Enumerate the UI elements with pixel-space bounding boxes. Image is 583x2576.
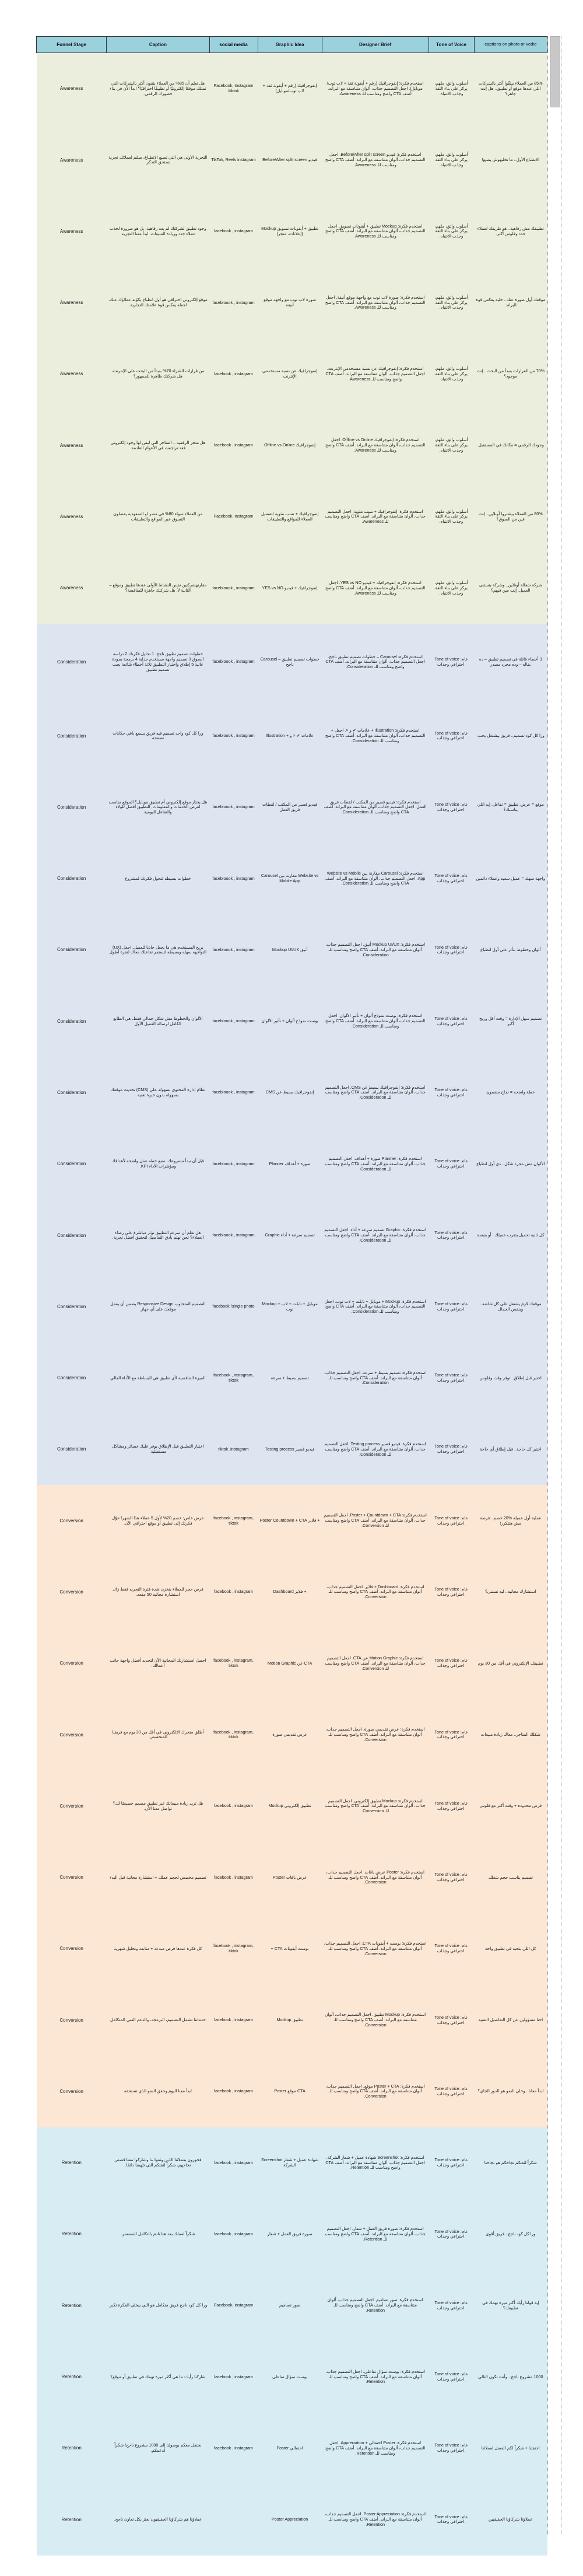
table-row[interactable] <box>37 338 547 410</box>
cell-onmedia[interactable]: تطبيقك الإلكتروني في أقل من 30 يوم <box>474 1628 547 1699</box>
cell-brief[interactable]: استخدم فكرة: إنفوجرافيك + فيديو YES vs NO. اجعل التصميم جذاب، ألوان متناسقة مع البراند. أضف CTA واضح ومناسب للـ Awareness. <box>322 553 429 624</box>
cell-tone[interactable]: Tone of voice عام: احترافي وجذاب. <box>429 914 474 985</box>
table-row[interactable] <box>37 1628 547 1699</box>
column-header-stage[interactable]: Funnel Stage <box>37 37 107 53</box>
cell-social[interactable]: facebook , instagram <box>209 2056 258 2127</box>
cell-caption[interactable]: احصل استشارتك المجانية الآن لتحديد أفضل واجهة جانب أعمالك. <box>107 1628 209 1699</box>
cell-graphic[interactable]: Poster موقع CTA <box>258 2056 322 2127</box>
table-row[interactable] <box>37 267 547 338</box>
cell-social[interactable]: facebloook , instagram <box>209 914 258 985</box>
cell-graphic[interactable]: Carousel – خطوات تصميم تطبيق ناجح <box>258 624 322 700</box>
table-row[interactable] <box>37 2198 547 2270</box>
cell-onmedia[interactable]: كل ثانية تحميل بتقرب عميلك.. أو بتبعده <box>474 1200 547 1271</box>
cell-social[interactable] <box>209 2484 258 2555</box>
cell-stage[interactable]: Retention <box>37 2413 107 2484</box>
cell-stage[interactable]: Consideration <box>37 624 107 700</box>
cell-tone[interactable]: Tone of voice عام: احترافي وجذاب. <box>429 1057 474 1128</box>
cell-graphic[interactable]: Screenshot شهادة عميل + شعار الشركة <box>258 2127 322 2198</box>
cell-social[interactable]: facebook /single photo <box>209 1271 258 1343</box>
cell-brief[interactable]: استخدم فكرة: Motion Graphic عن CTA. اجعل التصميم جذاب، ألوان متناسقة مع البراند. أضف CTA واضح ومناسب للـ Conversion. <box>322 1628 429 1699</box>
column-header-brief[interactable]: Designer Brief <box>322 37 429 53</box>
cell-social[interactable]: Facebook, instagram <box>209 2270 258 2341</box>
cell-brief[interactable]: استخدم فكرة: Carousel – خطوات تصميم تطبيق ناجح. اجعل التصميم جذاب، ألوان متناسقة مع البراند. أضف CTA واضح ومناسب للـ Consideration. <box>322 624 429 700</box>
cell-onmedia[interactable]: احنا مسؤولين عن كل التفاصيل التقنية <box>474 1984 547 2056</box>
cell-caption[interactable]: نظام إدارة المحتوى بسهولة على (CMS) تحديث موقعك بسهولة بدون خبرة تقنية <box>107 1057 209 1128</box>
column-header-social[interactable]: social media <box>209 37 258 53</box>
cell-stage[interactable]: Awareness <box>37 267 107 338</box>
cell-onmedia[interactable]: إيه قولنا رأيك أكتر ميزة تهمك في تطبيقك؟ <box>474 2270 547 2341</box>
column-header-graphic[interactable]: Graphic Idea <box>258 37 322 53</box>
cell-graphic[interactable]: أنيق Mockup UI/UX <box>258 914 322 985</box>
cell-stage[interactable]: Conversion <box>37 1557 107 1628</box>
cell-caption[interactable]: هل تريد زيادة مبيعاتك عبر تطبيق مصمم خصيصًا لك؟ تواصل معنا الآن. <box>107 1771 209 1842</box>
cell-stage[interactable]: Awareness <box>37 553 107 624</box>
cell-onmedia[interactable]: احتفلنا + شكراً لكم الفضل لعملائنا <box>474 2413 547 2484</box>
cell-social[interactable]: facebook , instagram <box>209 1557 258 1628</box>
cell-tone[interactable]: Tone of voice عام: احترافي وجذاب. <box>429 2413 474 2484</box>
cell-brief[interactable]: استخدم فكرة: عرض تقديمي صورة. اجعل التصميم جذاب، ألوان متناسقة مع البراند. أضف CTA واضح ومناسب للـ Conversion. <box>322 1699 429 1770</box>
cell-caption[interactable]: من قرارات الشراء 70% بتبدأ من البحث على الإنترنت، هل شركتك ظاهرة للجمهور؟ <box>107 338 209 410</box>
column-header-tone[interactable]: Tone of Voice <box>429 37 474 53</box>
cell-graphic[interactable]: فيديو قصير Testing process <box>258 1414 322 1485</box>
cell-onmedia[interactable]: 1000 مشروع ناجح.. وأنت تكون التالي <box>474 2341 547 2413</box>
table-row[interactable] <box>37 1271 547 1343</box>
cell-graphic[interactable]: Mockup تطبيق <box>258 1984 322 2056</box>
cell-social[interactable]: facebloook , instagram <box>209 985 258 1057</box>
cell-brief[interactable]: استخدم فكرة: بوست سؤال تفاعلي. اجعل التصميم جذاب، ألوان متناسقة مع البراند. أضف CTA واضح ومناسب للـ Retention. <box>322 2341 429 2413</box>
cell-brief[interactable]: استخدم فكرة: بوست + أيقونات CTA. اجعل التصميم جذاب، ألوان متناسقة مع البراند. أضف CTA واضح ومناسب للـ Conversion. <box>322 1913 429 1984</box>
table-row[interactable] <box>37 53 547 125</box>
cell-caption[interactable]: فرص حجز للعملاء بنخزن شدة فترة التجربه فقط زائد استشارة مجانيه 50 مقعد. <box>107 1557 209 1628</box>
cell-tone[interactable]: أسلوب واثق، ملهم، يركز على بناء الثقة وجذب الانتباه. <box>429 196 474 267</box>
cell-brief[interactable]: استخدم فكرة: Mockup تطبيق إلكتروني. اجعل التصميم جذاب، ألوان متناسقة مع البراند. أضف CTA واضح ومناسب للـ Conversion. <box>322 1771 429 1842</box>
cell-caption[interactable]: فخورون بعملائنا الذين وثقوا بنا وشاركوا معنا قصص نجاحهم، شكراً لثقتكم التي تلهمنا دائمًا. <box>107 2127 209 2198</box>
cell-graphic[interactable]: Motion Graphic عن CTA <box>258 1628 322 1699</box>
cell-graphic[interactable]: Poster احتفالي <box>258 2413 322 2484</box>
cell-onmedia[interactable]: ابدأ معانا.. وخلي النمو هو الدور الجاي؟ <box>474 2056 547 2127</box>
cell-caption[interactable]: التصميم المتجاوب Responsive Design يضمن أن يعمل موقعك على أي جهاز. <box>107 1271 209 1343</box>
cell-brief[interactable]: استخدم فكرة: بوست نموذج ألوان + تأثير الألوان. اجعل التصميم جذاب، ألوان متناسقة مع البراند. أضف CTA واضح ومناسب للـ Consideration. <box>322 985 429 1057</box>
cell-caption[interactable]: ورا كل كود واحد تصميم فيه فريق يسمع باقي حكايات تصفحه <box>107 700 209 771</box>
cell-onmedia[interactable]: واجهة سهلة = عميل سعيد وعملاء دائمين <box>474 843 547 914</box>
cell-onmedia[interactable]: 3 أخطاء قاتلة في تصميم تطبيق – ده بقاله – وده مجرد مصدر <box>474 624 547 700</box>
cell-onmedia[interactable]: تصميم سهل الإدارة = وقت أقل وربح أكبر <box>474 985 547 1057</box>
cell-stage[interactable]: Consideration <box>37 1414 107 1485</box>
table-row[interactable] <box>37 2056 547 2127</box>
cell-social[interactable]: TikTok, Reels instagram <box>209 124 258 195</box>
cell-tone[interactable]: Tone of voice عام: احترافي وجذاب. <box>429 985 474 1057</box>
table-row[interactable] <box>37 2484 547 2555</box>
cell-caption[interactable]: عرض خاص: خصم 20% لأول 5 عملاء هذا الشهر! حوّل فكرتك إلى تطبيق أو موقع احترافي الآن. <box>107 1485 209 1556</box>
table-row[interactable] <box>37 196 547 267</box>
cell-onmedia[interactable]: تطبيقك مش رفاهية.. هو طريقك لعملاء جدد وفلوس أكتر. <box>474 196 547 267</box>
cell-graphic[interactable]: إنفوجرافيك Offline vs Online <box>258 410 322 481</box>
cell-brief[interactable]: استخدم فكرة: تصميم بسيط + سرعة. اجعل التصميم جذاب، ألوان متناسقة مع البراند. أضف CTA واضح ومناسب للـ Consideration. <box>322 1343 429 1414</box>
cell-onmedia[interactable]: 80% من العملاء بيشتروا أونلاين.. إنت فين من السوق؟ <box>474 481 547 553</box>
cell-onmedia[interactable]: ورا كل كود تصميم.. فريق بيشتغل بحب. <box>474 700 547 771</box>
cell-tone[interactable]: Tone of voice عام: احترافي وجذاب. <box>429 2270 474 2341</box>
cell-caption[interactable]: هل تعلم أن سرعة التطبيق تؤثر مباشرة على رضاء العملاء؟ نحن نهتم بأدق التفاصيل لتحقيق أفضل تجربة. <box>107 1200 209 1271</box>
cell-brief[interactable]: استخدم فكرة: إنفوجرافيك (رقم + أيقونة ثقة + لاب توب/موبايل). اجعل التصميم جذاب، ألوان متناسقة مع البراند. أضف CTA واضح ومناسب للـ Awareness. <box>322 53 429 125</box>
cell-brief[interactable]: استخدم فكرة: Mockup تطبيق. اجعل التصميم جذاب، ألوان متناسقة مع البراند. أضف CTA واضح ومناسب للـ Conversion. <box>322 1984 429 2056</box>
cell-graphic[interactable]: Planner صورة + أهداف <box>258 1128 322 1200</box>
table-row[interactable] <box>37 124 547 195</box>
cell-stage[interactable]: Consideration <box>37 772 107 843</box>
cell-brief[interactable]: استخدم فكرة: Poster + CTA موقع. اجعل التصميم جذاب، ألوان متناسقة مع البراند. أضف CTA واضح ومناسب للـ Conversion. <box>322 2056 429 2127</box>
cell-stage[interactable]: Consideration <box>37 1343 107 1414</box>
cell-stage[interactable]: Conversion <box>37 1485 107 1556</box>
cell-brief[interactable]: استخدم فكرة: فيديو قصير من المكتب / لقطات فريق العمل. اجعل التصميم جذاب، ألوان متناسقة مع البراند. أضف CTA واضح ومناسب للـ Consideration. <box>322 772 429 843</box>
cell-stage[interactable]: Conversion <box>37 2056 107 2127</box>
cell-tone[interactable]: Tone of voice عام: احترافي وجذاب. <box>429 1699 474 1770</box>
cell-brief[interactable]: استخدم فكرة: Screenshot شهادة عميل + شعار الشركة. اجعل التصميم جذاب، ألوان متناسقة مع البراند. أضف CTA واضح ومناسب للـ Retention. <box>322 2127 429 2198</box>
cell-graphic[interactable]: + فلاير Dashboard <box>258 1557 322 1628</box>
table-row[interactable] <box>37 2341 547 2413</box>
cell-onmedia[interactable]: موقعك لازم يشتغل على كل شاشة.. وبنفس الجمال <box>474 1271 547 1343</box>
cell-tone[interactable]: Tone of voice عام: احترافي وجذاب. <box>429 1557 474 1628</box>
table-row[interactable] <box>37 985 547 1057</box>
cell-stage[interactable]: Consideration <box>37 1200 107 1271</box>
table-row[interactable] <box>37 2270 547 2341</box>
cell-stage[interactable]: Awareness <box>37 196 107 267</box>
cell-social[interactable]: facebook , instagram <box>209 1842 258 1913</box>
cell-brief[interactable]: استخدم فكرة: إنفوجرافيك Offline vs Online. اجعل التصميم جذاب، ألوان متناسقة مع البراند. أضف CTA واضح ومناسب للـ Awareness. <box>322 410 429 481</box>
cell-social[interactable]: facebloook , instagram <box>209 553 258 624</box>
cell-tone[interactable]: Tone of voice عام: احترافي وجذاب. <box>429 1200 474 1271</box>
cell-tone[interactable]: Tone of voice عام: احترافي وجذاب. <box>429 843 474 914</box>
cell-caption[interactable]: قبل أن نبدأ مشروعك، نضع خطة عمل واضحة لأهدافك ومؤشرات الأداء KPI. <box>107 1128 209 1200</box>
cell-onmedia[interactable]: تصميم يناسب حجم شغلك <box>474 1842 547 1913</box>
cell-graphic[interactable]: فيديو Before/After split screen <box>258 124 322 195</box>
cell-tone[interactable]: Tone of voice عام: احترافي وجذاب. <box>429 1913 474 1984</box>
column-header-onmedia[interactable]: captions on photo or vedio <box>474 37 547 53</box>
cell-caption[interactable]: خطوات بسيطه لتحول فكرتك لمشروع <box>107 843 209 914</box>
cell-tone[interactable]: Tone of voice عام: احترافي وجذاب. <box>429 2127 474 2198</box>
cell-social[interactable]: facebook , instagram, tiktok <box>209 1628 258 1699</box>
cell-onmedia[interactable]: 85% من العملاء بيثقّوا أكتر بالشركات اللي عندها موقع أو تطبيق.. هل إنت جاهز؟ <box>474 53 547 125</box>
cell-tone[interactable]: Tone of voice عام: احترافي وجذاب. <box>429 624 474 700</box>
cell-stage[interactable]: Consideration <box>37 1128 107 1200</box>
cell-stage[interactable]: Conversion <box>37 1984 107 2056</box>
cell-stage[interactable]: Consideration <box>37 1057 107 1128</box>
cell-caption[interactable]: من العملاء سواء 80% في مصر او السعوديه يفضلون التسوق عبر المواقع والتطبيقات <box>107 481 209 553</box>
table-row[interactable] <box>37 843 547 914</box>
table-row[interactable] <box>37 410 547 481</box>
cell-caption[interactable]: خطوات تصميم تطبيق ناجح: 1 تحليل فكرتك 2 دراسة السوق 3 تصميم واجهة مستخدم جذابة 4 برمجة بجودة عالية 5 إطلاق واختبار التطبيق ثلاثة أخطاء شائعة بحب تصميم تطبيق <box>107 624 209 700</box>
cell-caption[interactable]: ورا كل كود ناجح فريق متكامل هو اللي بيخلي الفكرة تكبر. <box>107 2270 209 2341</box>
cell-graphic[interactable]: Carousel مقارنة بين Website vs Mobile App <box>258 843 322 914</box>
cell-tone[interactable]: أسلوب واثق، ملهم، يركز على بناء الثقة وجذب الانتباه. <box>429 124 474 195</box>
cell-brief[interactable]: استخدم فكرة: Dashboard + فلاير. اجعل التصميم جذاب، ألوان متناسقة مع البراند. أضف CTA واضح ومناسب للـ Conversion. <box>322 1557 429 1628</box>
cell-graphic[interactable]: Mockup + موبايل + تابلت + لاب توب <box>258 1271 322 1343</box>
table-row[interactable] <box>37 1842 547 1913</box>
cell-caption[interactable]: خدماتنا تشمل التصميم، البرمجة، والدعم الفني المتكامل <box>107 1984 209 2056</box>
cell-onmedia[interactable]: عملية أول عميله %20 خصم.. فرصة مش هتتكرر! <box>474 1485 547 1556</box>
cell-caption[interactable]: وجود تطبيق لشركتك لم يعد رفاهية، بل هو ضرورة لجذب عملاء جدد وزيادة المبيعات. ابدأ معنا التجربة. <box>107 196 209 267</box>
cell-brief[interactable]: استخدم فكرة: إنفوجرافيك عن نسبة مستخدمي الإنترنت. اجعل التصميم جذاب، ألوان متناسقة مع البراند. أضف CTA واضح ومناسب للـ Awareness. <box>322 338 429 410</box>
cell-onmedia[interactable]: استشارك مجانيه.. ليه تستنى؟ <box>474 1557 547 1628</box>
cell-brief[interactable]: استخدم فكرة: Poster عرض باقات. اجعل التصميم جذاب، ألوان متناسقة مع البراند. أضف CTA واضح ومناسب للـ Conversion. <box>322 1842 429 1913</box>
cell-brief[interactable]: استخدم فكرة: Poster احتفالي + Appreciation. اجعل التصميم جذاب، ألوان متناسقة مع البراند. أضف CTA واضح ومناسب للـ Retention. <box>322 2413 429 2484</box>
cell-caption[interactable]: اختبار التطبيق قبل الإطلاق يوفر عليك خسائر ومشاكل مستقبلية. <box>107 1414 209 1485</box>
table-row[interactable] <box>37 772 547 843</box>
cell-graphic[interactable]: إنفوجرافيك + نسب مئوية لتفضيل العملاء للمواقع والتطبيقات <box>258 481 322 553</box>
cell-onmedia[interactable]: فرص محدوده + وقت أكتر مع فلوس <box>474 1771 547 1842</box>
cell-social[interactable]: facebloook , instagram <box>209 267 258 338</box>
cell-stage[interactable]: Conversion <box>37 1699 107 1770</box>
funnel-content-table[interactable] <box>36 36 547 2556</box>
cell-social[interactable]: facebook , instagram, tiktok <box>209 1485 258 1556</box>
cell-stage[interactable]: Retention <box>37 2270 107 2341</box>
cell-tone[interactable]: Tone of voice عام: احترافي وجذاب. <box>429 700 474 771</box>
cell-onmedia[interactable]: ورا كل كود ناجح.. فريق أقوى <box>474 2198 547 2270</box>
cell-graphic[interactable]: عرض تقديمي صورة <box>258 1699 322 1770</box>
cell-graphic[interactable]: فيديو قصير من المكتب / لقطات فريق العمل <box>258 772 322 843</box>
cell-social[interactable]: facebook , instagram <box>209 2198 258 2270</box>
cell-social[interactable]: facebloook , instagram <box>209 700 258 771</box>
cell-onmedia[interactable]: اختبر قبل إطلاق.. توفر وقت وفلوس <box>474 1343 547 1414</box>
cell-social[interactable]: Facebook, Instagram /tiktok <box>209 53 258 125</box>
cell-graphic[interactable]: صورة فريق العمل + شعار <box>258 2198 322 2270</box>
cell-tone[interactable]: أسلوب واثق، ملهم، يركز على بناء الثقة وجذب الانتباه. <box>429 267 474 338</box>
cell-stage[interactable]: Consideration <box>37 985 107 1057</box>
cell-stage[interactable]: Awareness <box>37 410 107 481</box>
cell-social[interactable]: facebloook , instagram <box>209 772 258 843</box>
table-row[interactable] <box>37 624 547 700</box>
cell-tone[interactable]: Tone of voice عام: احترافي وجذاب. <box>429 2198 474 2270</box>
cell-brief[interactable]: استخدم فكرة: Illustration + علامات ✔ و ×. اجعل + التصميم جذاب، ألوان متناسقة مع البراند. أضف CTA واضح ومناسب للـ Consideration. <box>322 700 429 771</box>
cell-graphic[interactable]: + فلاير Poster Countdown + CTA <box>258 1485 322 1556</box>
cell-brief[interactable]: استخدم فكرة: Mockup تطبيق + أيقونات تسويق. اجعل التصميم جذاب، ألوان متناسقة مع البراند. أضف CTA واضح ومناسب للـ Awareness. <box>322 196 429 267</box>
cell-stage[interactable]: Consideration <box>37 1271 107 1343</box>
cell-stage[interactable]: Retention <box>37 2341 107 2413</box>
cell-stage[interactable]: Awareness <box>37 53 107 125</box>
cell-graphic[interactable]: Mockup تطبيق إلكتروني <box>258 1771 322 1842</box>
cell-onmedia[interactable]: وجودك الرقمي = مكانك في المستقبل. <box>474 410 547 481</box>
cell-onmedia[interactable]: شكلك المتاجر.. معاك زيادة مبيعات <box>474 1699 547 1770</box>
cell-tone[interactable]: Tone of voice عام: احترافي وجذاب. <box>429 1343 474 1414</box>
cell-stage[interactable]: Consideration <box>37 700 107 771</box>
cell-tone[interactable]: Tone of voice عام: احترافي وجذاب. <box>429 2056 474 2127</box>
cell-caption[interactable]: (UX) يريح المستخدم هي ما يجعل جاذبا للعميل, اجعل التواجهه سهله وبسيطه لتستمر تفاعلك معاك لفترة أطول <box>107 914 209 985</box>
cell-brief[interactable]: استخدم فكرة: إنفوجرافيك بسيط عن CMS. اجعل التصميم جذاب، ألوان متناسقة مع البراند. أضف CTA واضح ومناسب للـ Consideration. <box>322 1057 429 1128</box>
cell-onmedia[interactable]: شكراً لثقتكم نجاحكم هو نجاحنا <box>474 2127 547 2198</box>
cell-caption[interactable]: هل متجر الرقمية – المتاجر التي ليس لها وجود إلكتروني فقد تراجعت في الأعوام القادمة. <box>107 410 209 481</box>
table-row[interactable] <box>37 1414 547 1485</box>
cell-social[interactable]: facebook , instagram, tiktok <box>209 1343 258 1414</box>
cell-brief[interactable]: استخدم فكرة: فيديو Before/After split screen. اجعل التصميم جذاب، ألوان متناسقة مع البراند. أضف CTA واضح ومناسب للـ Awareness. <box>322 124 429 195</box>
cell-tone[interactable]: أسلوب واثق، ملهم، يركز على بناء الثقة وجذب الانتباه. <box>429 338 474 410</box>
frozen-pane-divider <box>547 36 548 2535</box>
cell-graphic[interactable]: Poster Appreciation <box>258 2484 322 2555</box>
cell-social[interactable]: facebloook , instagram <box>209 1128 258 1200</box>
cell-social[interactable]: facebook , instagram <box>209 2341 258 2413</box>
cell-caption[interactable]: هل تعلم أن 85% من العملاء يثقون أكثر بالشركات التي تمتلك موقعًا إلكترونيًا أو تطبيقًا احترافيًا؟ ابدأ الآن في بناء حضورك الرقمي. <box>107 53 209 125</box>
cell-caption[interactable]: مقارنهشركتين نفس النشاط الأولى عندها تطبيق وموقع – الثانية لأ. هل شركتك جاهزة للمنافسة؟ <box>107 553 209 624</box>
cell-brief[interactable]: استخدم فكرة: صور تصاميم. اجعل التصميم جذاب، ألوان متناسقة مع البراند. أضف CTA واضح ومناسب للـ Retention. <box>322 2270 429 2341</box>
cell-onmedia[interactable]: كل اللي بتحبه في تطبيق واحد <box>474 1913 547 1984</box>
table-row[interactable] <box>37 1984 547 2056</box>
cell-social[interactable]: facebook , instagram, tiktok <box>209 1699 258 1770</box>
table-row[interactable] <box>37 1557 547 1628</box>
cell-caption[interactable]: أطلق متجرك الإلكتروني في أقل من 30 يوم مع فريقنا المتخصص. <box>107 1699 209 1770</box>
column-header-caption[interactable]: Caption <box>107 37 209 53</box>
cell-graphic[interactable]: Illustration + علامات ✔ × و <box>258 700 322 771</box>
cell-social[interactable]: facebook , instagram <box>209 2127 258 2198</box>
cell-tone[interactable]: Tone of voice عام: احترافي وجذاب. <box>429 1628 474 1699</box>
cell-onmedia[interactable]: شركة شغالة أونلاين.. وشركة بتستنى العميل. إنت مين فيهم؟ <box>474 553 547 624</box>
cell-caption[interactable]: ابدأ معنا اليوم وحقق النمو الذي تستحقه <box>107 2056 209 2127</box>
cell-tone[interactable]: أسلوب واثق، ملهم، يركز على بناء الثقة وجذب الانتباه. <box>429 481 474 553</box>
cell-onmedia[interactable]: الانطباع الأول.. ما تخليهوش يضيع! <box>474 124 547 195</box>
cell-stage[interactable]: Retention <box>37 2127 107 2198</box>
cell-caption[interactable]: نحتفل معكم بوصولنا إلى 1000 مشروع ناجح! شكراً لدعمكم. <box>107 2413 209 2484</box>
cell-social[interactable]: facebook , instagram <box>209 1771 258 1842</box>
cell-caption[interactable]: شاركنا رأيك: ما هي أكثر ميزة تهمك في تطبيق أو موقع؟ <box>107 2341 209 2413</box>
cell-brief[interactable]: استخدم فكرة: Mockup UI/UX أنيق. اجعل التصميم جذاب، ألوان متناسقة مع البراند. أضف CTA واضح ومناسب للـ Consideration. <box>322 914 429 985</box>
table-row[interactable] <box>37 1057 547 1128</box>
cell-stage[interactable]: Awareness <box>37 124 107 195</box>
cell-onmedia[interactable]: خطة واضحه = نجاح مضمون <box>474 1057 547 1128</box>
cell-brief[interactable]: استخدم فكرة: Poster + Countdown + CTA. اجعل التصميم جذاب، ألوان متناسقة مع البراند. أضف CTA واضح ومناسب للـ Conversion. <box>322 1485 429 1556</box>
cell-caption[interactable]: عملاؤنا هم شركاؤنا الحقيقيون نعتز بكل تعاون ناجح. <box>107 2484 209 2555</box>
cell-brief[interactable]: استخدم فكرة: Graphic تصميم سرعة + أداء. اجعل التصميم جذاب، ألوان متناسقة مع البراند. أضف CTA واضح ومناسب للـ Consideration. <box>322 1200 429 1271</box>
cell-social[interactable]: Facebook, Instagram <box>209 481 258 553</box>
table-row[interactable] <box>37 481 547 553</box>
cell-onmedia[interactable]: موقع = عرض. تطبيق = تفاعل. إيه اللي يناسبك؟ <box>474 772 547 843</box>
cell-caption[interactable]: موقع إلكتروني احترافي هو أول انطباع يكوّنه عملاؤك عنك، اجعله يعكس قوة علامتك التجارية. <box>107 267 209 338</box>
cell-tone[interactable]: Tone of voice عام: احترافي وجذاب. <box>429 772 474 843</box>
cell-social[interactable]: tiktok ,instagram <box>209 1414 258 1485</box>
cell-graphic[interactable]: صور تصاميم <box>258 2270 322 2341</box>
cell-social[interactable]: facebook , instagram <box>209 2413 258 2484</box>
cell-graphic[interactable]: Poster عرض باقات <box>258 1842 322 1913</box>
cell-graphic[interactable]: إنفوجرافيك بسيط عن CMS <box>258 1057 322 1128</box>
vertical-scrollbar-thumb[interactable] <box>550 36 560 107</box>
table-row[interactable] <box>37 1200 547 1271</box>
cell-onmedia[interactable]: الألوان مش مجرد شكل.. دي أول انطباع <box>474 1128 547 1200</box>
cell-caption[interactable]: شكراً لعملك بعد هنا نادم بالتكامل للمستمر. <box>107 2198 209 2270</box>
table-body[interactable] <box>37 53 547 2556</box>
cell-social[interactable]: facebook , instagram, tiktok <box>209 1913 258 1984</box>
cell-stage[interactable]: Conversion <box>37 1913 107 1984</box>
cell-graphic[interactable]: إنفوجرافيك + فيديو YES vs NO <box>258 553 322 624</box>
cell-social[interactable]: facebook , instagram <box>209 338 258 410</box>
cell-brief[interactable]: استخدم فكرة: صورة فريق العمل + شعار. اجعل التصميم جذاب، ألوان متناسقة مع البراند. أضف CTA واضح ومناسب للـ Retention. <box>322 2198 429 2270</box>
cell-social[interactable]: facebloook , instagram <box>209 1200 258 1271</box>
cell-social[interactable]: facebloook , instagram <box>209 843 258 914</box>
cell-tone[interactable]: Tone of voice عام: احترافي وجذاب. <box>429 1128 474 1200</box>
cell-tone[interactable]: أسلوب واثق، ملهم، يركز على بناء الثقة وجذب الانتباه. <box>429 53 474 125</box>
table-row[interactable] <box>37 914 547 985</box>
table-row[interactable] <box>37 553 547 624</box>
cell-graphic[interactable]: Graphic تصميم سرعة + أداء <box>258 1200 322 1271</box>
cell-graphic[interactable]: صورة لاب توب مع واجهة موقع أنيقة <box>258 267 322 338</box>
cell-stage[interactable]: Consideration <box>37 843 107 914</box>
cell-brief[interactable]: استخدم فكرة: Planner صورة + أهداف. اجعل التصميم جذاب، ألوان متناسقة مع البراند. أضف CTA واضح ومناسب للـ Consideration. <box>322 1128 429 1200</box>
cell-caption[interactable]: تصميم مخصص لحجم عملك + استشارة مجانية قبل البدء <box>107 1842 209 1913</box>
cell-social[interactable]: facebook , instagram <box>209 1984 258 2056</box>
cell-onmedia[interactable]: موقعك أول صورة عنك.. خليه يعكس قوة البراند. <box>474 267 547 338</box>
cell-stage[interactable]: Retention <box>37 2198 107 2270</box>
cell-onmedia[interactable]: اختبر كل حاجة.. قبل إطلاق أي حاجة <box>474 1414 547 1485</box>
cell-brief[interactable]: استخدم فكرة: إنفوجرافيك + نسب مئوية. اجعل التصميم جذاب، ألوان متناسقة مع البراند. أضف CTA واضح ومناسب للـ Awareness. <box>322 481 429 553</box>
cell-onmedia[interactable]: 70% من القرارات بتبدأ من البحث.. إنت موجود؟ <box>474 338 547 410</box>
cell-tone[interactable]: Tone of voice عام: احترافي وجذاب. <box>429 1485 474 1556</box>
cell-caption[interactable]: هل يختار موقع إلكتروني أم تطبيق موبايل؟ الموقع مناسب لعرض الخدمات والمعلومات, التطبيق أفضل للولاء والتفاعل اليومية <box>107 772 209 843</box>
cell-social[interactable]: facebook , instagram <box>209 196 258 267</box>
cell-graphic[interactable]: بوست نموذج ألوان + تأثير الألوان <box>258 985 322 1057</box>
cell-graphic[interactable]: إنفوجرافيك (رقم + أيقونة ثقة + لاب توب/موبايل) <box>258 53 322 125</box>
cell-caption[interactable]: الألوان والخطوط مش شكل جمالي فقط، هي الطابع الكامل لرسالة العميل الأول <box>107 985 209 1057</box>
table-row[interactable] <box>37 1485 547 1556</box>
cell-brief[interactable]: استخدم فكرة: Carousel مقارنة بين Website vs Mobile App. اجعل التصميم جذاب، ألوان متناسقة مع البراند. أضف CTA واضح ومناسب للـ Consideration. <box>322 843 429 914</box>
cell-stage[interactable]: Conversion <box>37 1771 107 1842</box>
table-row[interactable] <box>37 700 547 771</box>
cell-caption[interactable]: التجربة الأولى هي التي تصنع الانطباع، صمّم لعملائك تجربة تستحق التذكر. <box>107 124 209 195</box>
cell-brief[interactable]: استخدم فكرة: فيديو قصير Testing process. اجعل التصميم جذاب، ألوان متناسقة مع البراند. أضف CTA واضح ومناسب للـ Consideration. <box>322 1414 429 1485</box>
cell-social[interactable]: facebloook , instagram <box>209 1057 258 1128</box>
table-row[interactable] <box>37 1699 547 1770</box>
cell-graphic[interactable]: بوست سؤال تفاعلي <box>258 2341 322 2413</box>
cell-graphic[interactable]: إنفوجرافيك عن نسبة مستخدمي الإنترنت <box>258 338 322 410</box>
cell-graphic[interactable]: تصميم بسيط + سرعة <box>258 1343 322 1414</box>
cell-tone[interactable]: Tone of voice عام: احترافي وجذاب. <box>429 1271 474 1343</box>
table-row[interactable] <box>37 1913 547 1984</box>
table-header-row <box>37 37 547 53</box>
cell-brief[interactable]: استخدم فكرة: Poster Appreciation. اجعل التصميم جذاب، ألوان متناسقة مع البراند. أضف CTA واضح ومناسب للـ Retention. <box>322 2484 429 2555</box>
cell-stage[interactable]: Conversion <box>37 1842 107 1913</box>
table-row[interactable] <box>37 2127 547 2198</box>
cell-stage[interactable]: Awareness <box>37 338 107 410</box>
cell-social[interactable]: facebook , instagram <box>209 410 258 481</box>
cell-stage[interactable]: Retention <box>37 2484 107 2555</box>
cell-tone[interactable]: Tone of voice عام: احترافي وجذاب. <box>429 1771 474 1842</box>
cell-stage[interactable]: Consideration <box>37 914 107 985</box>
cell-brief[interactable]: استخدم فكرة: Mockup + موبايل + تابلت + لاب توب. اجعل التصميم جذاب، ألوان متناسقة مع البراند. أضف CTA واضح ومناسب للـ Consideration. <box>322 1271 429 1343</box>
cell-graphic[interactable]: بوست أيقونات CTA + <box>258 1913 322 1984</box>
table-row[interactable] <box>37 1343 547 1414</box>
cell-stage[interactable]: Conversion <box>37 1628 107 1699</box>
spreadsheet-area[interactable] <box>36 36 547 2556</box>
table-row[interactable] <box>37 1128 547 1200</box>
cell-graphic[interactable]: Mockup تطبيق + أيقونات تسويق (إعلانات، متجر) <box>258 196 322 267</box>
table-row[interactable] <box>37 2413 547 2484</box>
cell-onmedia[interactable]: ألوان وخطوط بتأثر على أول انطباع <box>474 914 547 985</box>
cell-onmedia[interactable]: عملاؤنا شركاؤنا الحقيقيين <box>474 2484 547 2555</box>
cell-tone[interactable]: Tone of voice عام: احترافي وجذاب. <box>429 1984 474 2056</box>
cell-caption[interactable]: الميزة التنافسية لأي تطبيق هي البساطة مع الأداء العالي <box>107 1343 209 1414</box>
cell-tone[interactable]: أسلوب واثق، ملهم، يركز على بناء الثقة وجذب الانتباه. <box>429 553 474 624</box>
cell-tone[interactable]: أسلوب واثق، ملهم، يركز على بناء الثقة وجذب الانتباه. <box>429 410 474 481</box>
cell-caption[interactable]: كل فكرة عندها فرص مبدعة + متابعة وتحليل شهرية <box>107 1913 209 1984</box>
cell-tone[interactable]: Tone of voice عام: احترافي وجذاب. <box>429 2341 474 2413</box>
cell-social[interactable]: facebloook , instagram <box>209 624 258 700</box>
cell-tone[interactable]: Tone of voice عام: احترافي وجذاب. <box>429 1842 474 1913</box>
table-row[interactable] <box>37 1771 547 1842</box>
cell-tone[interactable]: Tone of voice عام: احترافي وجذاب. <box>429 2484 474 2555</box>
cell-tone[interactable]: Tone of voice عام: احترافي وجذاب. <box>429 1414 474 1485</box>
cell-brief[interactable]: استخدم فكرة: صورة لاب توب مع واجهة موقع أنيقة. اجعل التصميم جذاب، ألوان متناسقة مع البراند. أضف CTA واضح ومناسب للـ Awareness. <box>322 267 429 338</box>
cell-stage[interactable]: Awareness <box>37 481 107 553</box>
